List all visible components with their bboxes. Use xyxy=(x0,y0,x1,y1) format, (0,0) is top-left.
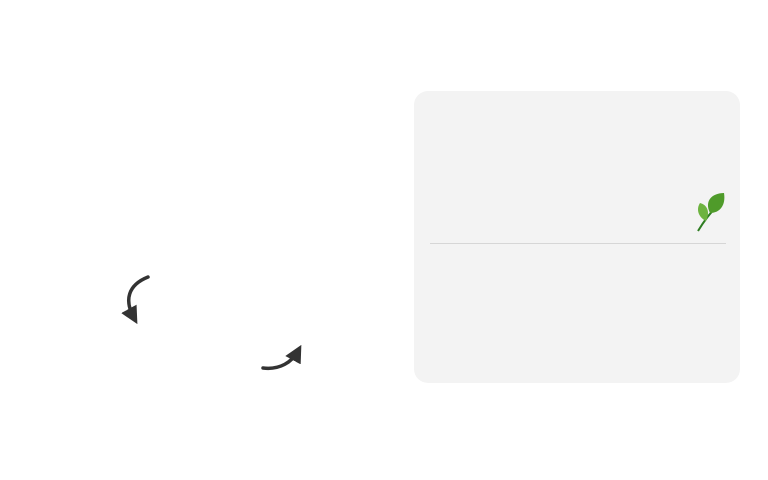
info-card xyxy=(414,91,740,383)
flow-arrow-icon xyxy=(263,351,298,368)
flow-arrow-icon xyxy=(129,277,148,318)
card-divider xyxy=(430,243,726,244)
leaf-icon xyxy=(694,191,730,235)
